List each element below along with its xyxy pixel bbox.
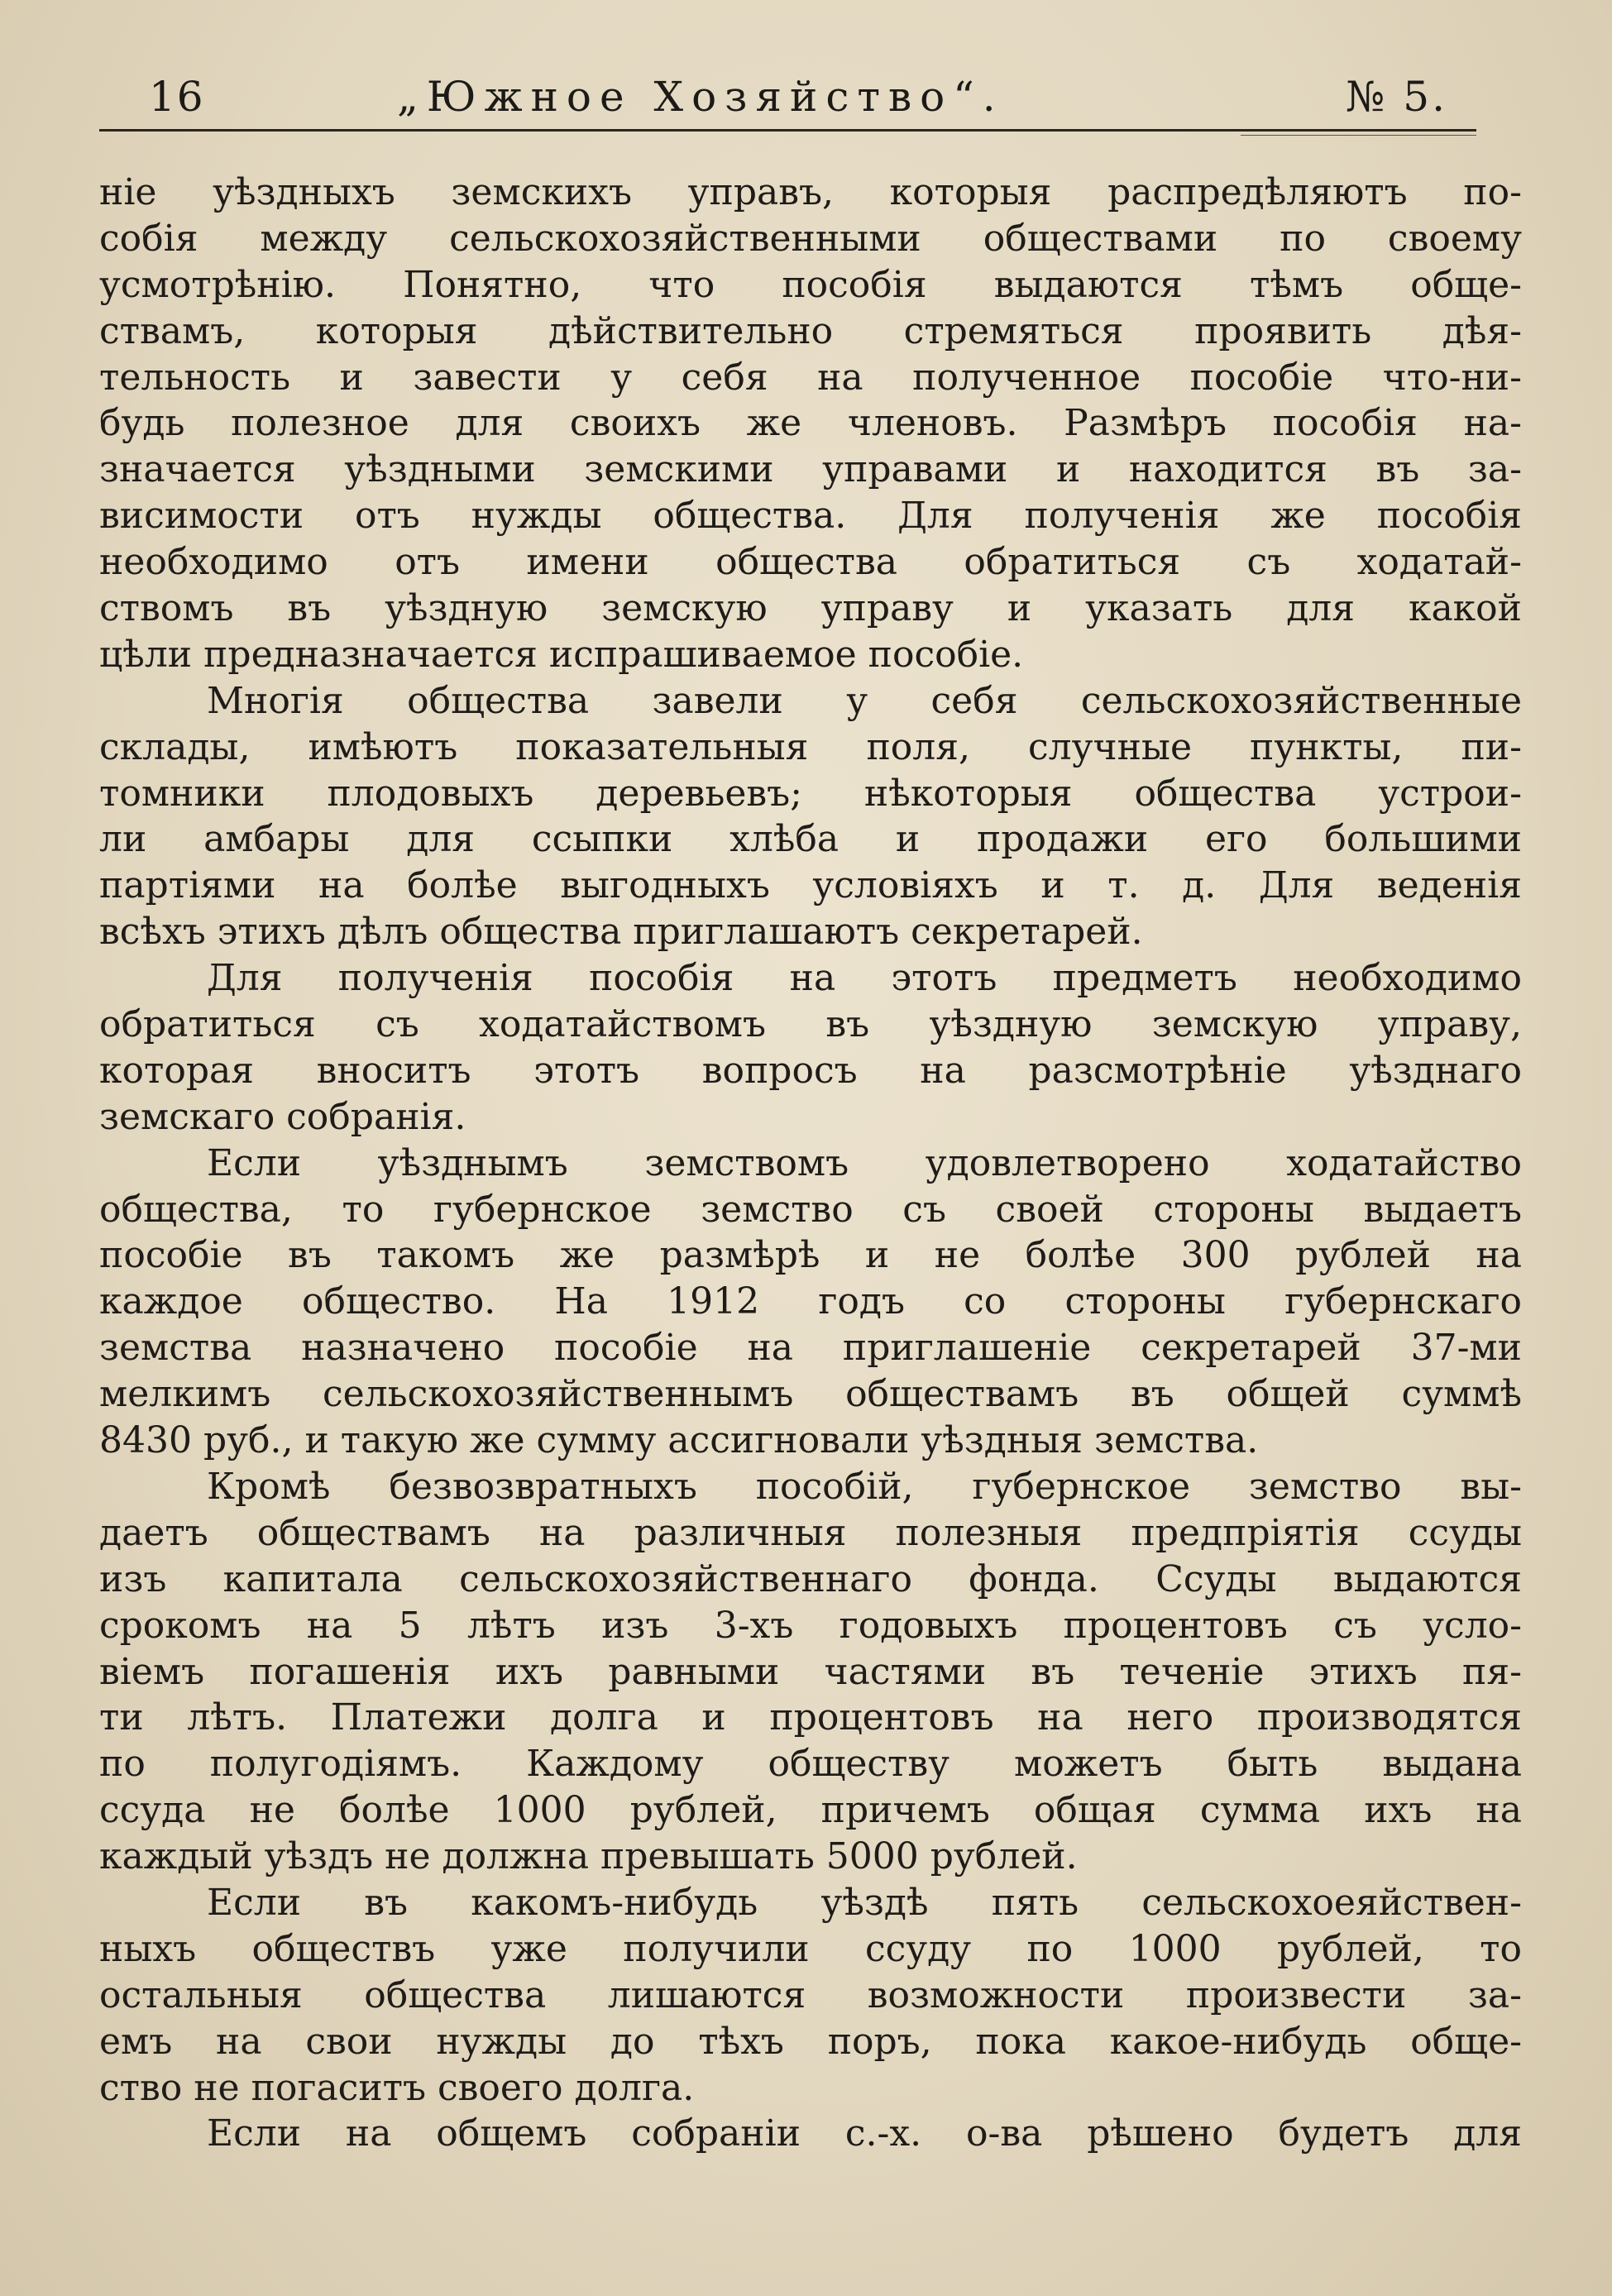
text-line: мелкимъ сельскохозяйственнымъ обществамъ въ общей суммѣ xyxy=(99,1373,1522,1416)
text-line: Кромѣ безвозвратныхъ пособій, губернское земство вы- xyxy=(207,1465,1522,1508)
text-line: емъ на свои нужды до тѣхъ поръ, пока какое-нибудь обще- xyxy=(99,2020,1522,2063)
text-line: ти лѣтъ. Платежи долга и процентовъ на него производятся xyxy=(99,1696,1522,1739)
text-line: 8430 руб., и такую же сумму ассигновали уѣздныя земства. xyxy=(99,1419,1259,1462)
text-line: Для полученія пособія на этотъ предметъ необходимо xyxy=(207,957,1522,1000)
text-line: Многія общества завели у себя сельскохозяйственные xyxy=(207,679,1522,722)
text-line: остальныя общества лишаются возможности произвести за- xyxy=(99,1973,1522,2016)
running-header xyxy=(99,73,1456,131)
text-line: срокомъ на 5 лѣтъ изъ 3-хъ годовыхъ процентовъ съ усло- xyxy=(99,1604,1522,1647)
text-line: даетъ обществамъ на различныя полезныя предпріятія ссуды xyxy=(99,1511,1522,1554)
text-line: тельность и завести у себя на полученное пособіе что-ни- xyxy=(99,356,1522,399)
text-line: ли амбары для ссыпки хлѣба и продажи его большими xyxy=(99,818,1522,861)
text-line: всѣхъ этихъ дѣлъ общества приглашаютъ секретарей. xyxy=(99,911,1143,954)
text-line: изъ капитала сельскохозяйственнаго фонда. Ссуды выдаются xyxy=(99,1557,1522,1600)
text-line: склады, имѣютъ показательныя поля, случные пункты, пи- xyxy=(99,725,1522,768)
text-line: висимости отъ нужды общества. Для полученія же пособія xyxy=(99,495,1522,538)
text-line: Если на общемъ собраніи с.-х. о-ва рѣшено будетъ для xyxy=(207,2112,1522,2155)
text-line: пособіе въ такомъ же размѣрѣ и не болѣе 300 рублей на xyxy=(99,1234,1522,1277)
text-line: ссуда не болѣе 1000 рублей, причемъ общая сумма ихъ на xyxy=(99,1789,1522,1832)
text-line: ніе уѣздныхъ земскихъ управъ, которыя распредѣляютъ по- xyxy=(99,171,1522,213)
text-line: земскаго собранія. xyxy=(99,1095,466,1138)
text-line: необходимо отъ имени общества обратиться съ ходатай- xyxy=(99,541,1522,584)
issue-number: № 5. xyxy=(1346,73,1447,121)
text-line: ствомъ въ уѣздную земскую управу и указать для какой xyxy=(99,587,1522,630)
text-line: томники плодовыхъ деревьевъ; нѣкоторыя общества устрои- xyxy=(99,772,1522,815)
header-rule xyxy=(99,129,1476,132)
header-rule-thin xyxy=(1241,135,1476,136)
text-line: по полугодіямъ. Каждому обществу можетъ быть выдана xyxy=(99,1743,1522,1786)
text-line: ствамъ, которыя дѣйствительно стремяться проявить дѣя- xyxy=(99,309,1522,352)
page-number: 16 xyxy=(149,73,205,121)
text-line: партіями на болѣе выгодныхъ условіяхъ и т. д. Для веденія xyxy=(99,864,1522,907)
text-line: собія между сельскохозяйственными обществами по своему xyxy=(99,217,1522,260)
text-line: будь полезное для своихъ же членовъ. Размѣръ пособія на- xyxy=(99,402,1522,445)
text-line: земства назначено пособіе на приглашеніе секретарей 37-ми xyxy=(99,1327,1522,1370)
text-line: віемъ погашенія ихъ равными частями въ теченіе этихъ пя- xyxy=(99,1650,1522,1693)
text-line: Если уѣзднымъ земствомъ удовлетворено ходатайство xyxy=(207,1141,1522,1184)
text-line: ныхъ обществъ уже получили ссуду по 1000 рублей, то xyxy=(99,1927,1522,1970)
text-line: цѣли предназначается испрашиваемое пособіе. xyxy=(99,633,1024,676)
text-line: каждое общество. На 1912 годъ со стороны губернскаго xyxy=(99,1280,1522,1323)
text-line: усмотрѣнію. Понятно, что пособія выдаются тѣмъ обще- xyxy=(99,263,1522,306)
body-text xyxy=(99,170,1522,2157)
text-line: каждый уѣздъ не должна превышать 5000 рублей. xyxy=(99,1835,1078,1878)
text-line: значается уѣздными земскими управами и находится въ за- xyxy=(99,448,1522,491)
journal-title: „Южное Хозяйство“. xyxy=(397,73,1004,121)
text-line: которая вноситъ этотъ вопросъ на разсмотрѣніе уѣзднаго xyxy=(99,1049,1522,1092)
text-line: обратиться съ ходатайствомъ въ уѣздную земскую управу, xyxy=(99,1003,1522,1046)
text-line: общества, то губернское земство съ своей стороны выдаетъ xyxy=(99,1188,1522,1231)
text-line: ство не погаситъ своего долга. xyxy=(99,2066,695,2109)
text-line: Если въ какомъ-нибудь уѣздѣ пять сельскохоеяйствен- xyxy=(207,1881,1522,1924)
